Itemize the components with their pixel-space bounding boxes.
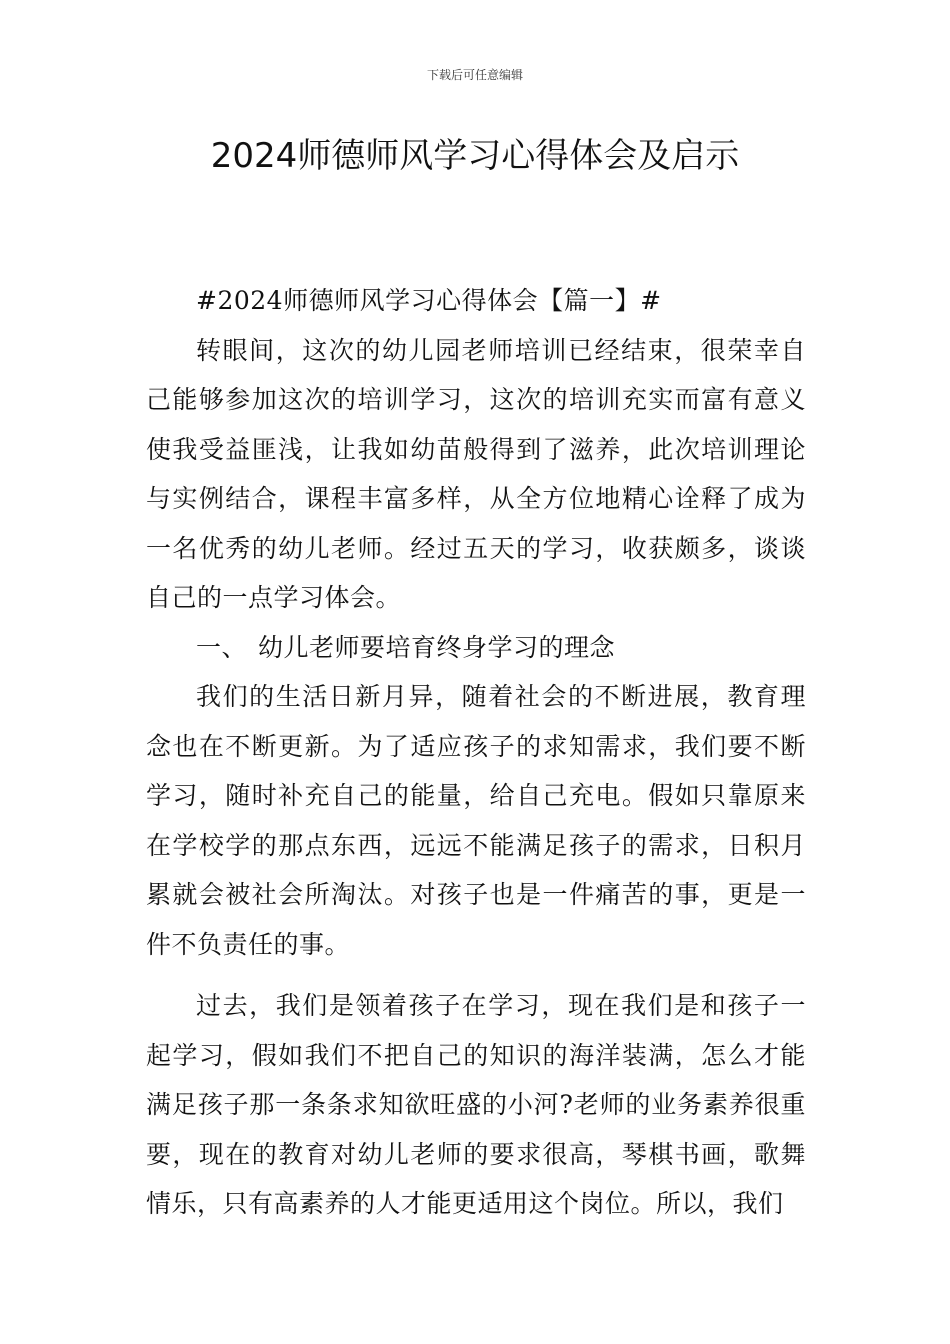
paragraph-1: 转眼间，这次的幼儿园老师培训已经结束，很荣幸自己能够参加这次的培训学习，这次的培训充实而富有意义使我受益匪浅，让我如幼苗般得到了滋养，此次培训理论与实例结合，课程丰富多样，从全方位地精心诠释了成为一名优秀的幼儿老师。经过五天的学习，收获颇多，谈谈自己的一点学习体会。 <box>146 335 806 612</box>
subtitle-line: #2024师德师风学习心得体会【篇一】# <box>196 286 662 315</box>
section-heading-1 <box>146 623 806 673</box>
header-note: 下载后可任意编辑 <box>426 68 523 82</box>
section-number: 一、 <box>196 632 248 662</box>
paragraph-2: 我们的生活日新月异，随着社会的不断进展，教育理念也在不断更新。为了适应孩子的求知需求，我们要不断学习，随时补充自己的能量，给自己充电。假如只靠原来在学校学的那点东西，远远不能满足孩子的需求，日积月累就会被社会所淘汰。对孩子也是一件痛苦的事，更是一件不负责任的事。 <box>146 682 806 959</box>
document-body <box>146 276 806 1229</box>
paragraph-3: 过去，我们是领着孩子在学习，现在我们是和孩子一起学习，假如我们不把自己的知识的海洋装满，怎么才能满足孩子那一条条求知欲旺盛的小河?老师的业务素养很重要，现在的教育对幼儿老师的要求很高，琴棋书画，歌舞情乐，只有高素养的人才能更适用这个岗位。所以，我们 <box>146 991 806 1218</box>
document-title: 2024师德师风学习心得体会及启示 <box>210 136 740 176</box>
section-title: 幼儿老师要培育终身学习的理念 <box>258 632 616 662</box>
